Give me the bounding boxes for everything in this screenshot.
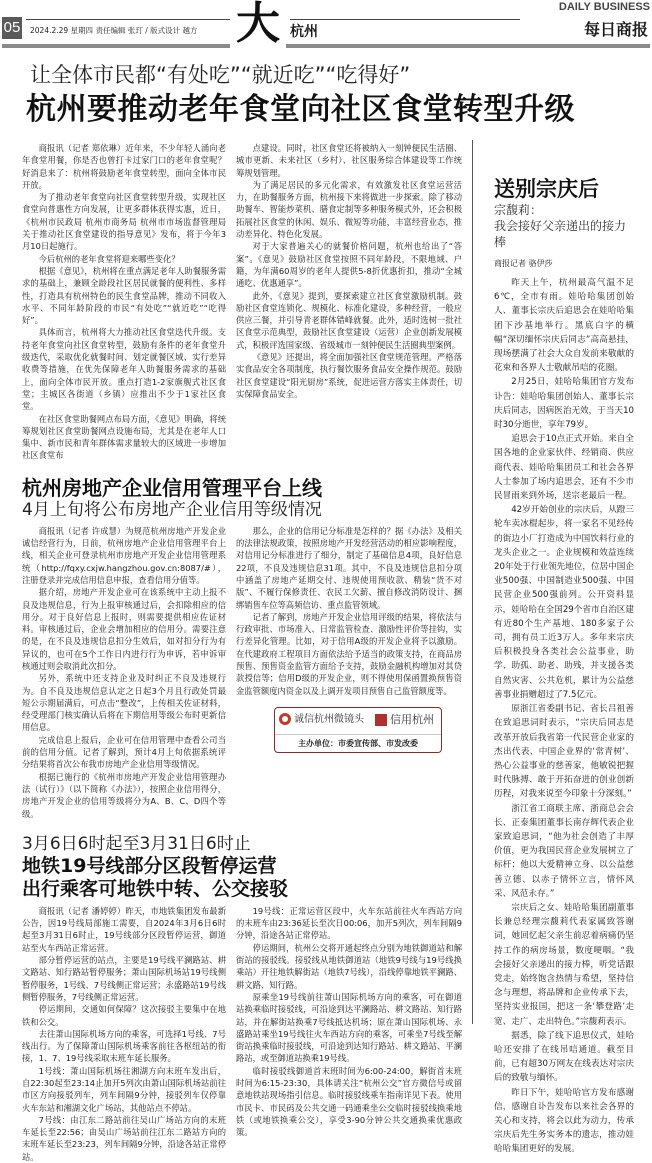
paragraph: 浙江省工商联主席、浙商总会会长、正泰集团董事长南存辉代表企业家致追思词，“他为社会创造了丰厚价值，更为我国民营企业发展树立了标杆；他以大爱精神立身、以公益慈善立德、以赤子情怀立言，情怀风采、风范永存。” (494, 803, 634, 899)
sidebar (494, 176, 634, 1157)
paragraph: 另外，系统中还支持企业及时纠正不良及违规行为。自不良及违规信息认定之日起3个月且行政处罚最短公示期届满后，可点击“整改”，上传相关佐证材料，经受理部门核实确认后将在下期信用等级公布时更新信用信息。 (22, 673, 226, 733)
masthead-bar-left (2, 44, 230, 48)
section-name: 杭州 (290, 24, 318, 40)
metro-column-1 (22, 905, 226, 1163)
paragraph: 2月25日，娃哈哈集团官方发布讣告：娃哈哈集团创始人、董事长宗庆后同志，因病医治无效，于当天10时30分逝世，享年79岁。 (494, 377, 634, 431)
credit-hangzhou-ad (274, 707, 442, 753)
paragraph: 追思会于10点正式开始。来自全国各地的企业家伙伴、经销商、供应商代表、娃哈哈集团员工和社会各界人士参加了场内追思会，还有不少市民冒雨来到外场，送宗老最后一程。 (494, 434, 634, 502)
main-stories (22, 142, 462, 1163)
housing-story (22, 476, 462, 820)
paragraph: 昨日下午，娃哈哈官方发布感谢信，感谢自讣告发布以来社会各界的关心和支持，将会以此为动力，传承宗庆后先生务实务本的遗志，推动娃哈哈集团更好的发展。 (494, 1087, 634, 1155)
paragraph: 据介绍，房地产开发企业可在该系统中主动上报不良及违规信息，行为上报审核通过后，会扣除相应的信用分。对于良好信息上报时，则需要提供相应佐证材料。审核通过后，企业会增加相应的信用分。需要注意的是，在不良及违规信息扣分生效后，如对扣分行为有异议的，也可在5个工作日内进行行为申诉，若申诉审核通过则会取消此次扣分。 (22, 587, 226, 671)
paragraph: 昨天上午，杭州最高气温不足6℃，全市有雨。娃哈哈集团创始人、董事长宗庆后追思会在娃哈哈集团下沙基地举行。黑底白字的横幅“深切缅怀宗庆后同志”高高悬挂，现场摆满了社会大众自发前来敬献的花束和各界人士敬献吊唁的花圈。 (494, 278, 634, 374)
metro-kicker: 3月6日6时起至3月31日6时止 (22, 833, 251, 854)
housing-column-2-wrap (236, 525, 462, 753)
metro-headline-1: 地铁19号线部分区段暂停运营 (22, 854, 277, 877)
lead-kicker: 让全体市民都“有处吃”“就近吃”“吃得好” (30, 63, 411, 87)
masthead-rule-left (26, 19, 230, 20)
paragraph: 1号线：萧山国际机场往湘湖方向末班车发出后，自22:30起至23:14止加开5列次由萧山国际机场站前往市区方向接驳列车，列车间隔9分钟，接驳列车仅停靠火车东站和湘湖文化广场站，其他站点不停站。 (22, 1065, 226, 1113)
paragraph: 《意见》还提出，将全面加强社区食堂规范管理。严格落实食品安全各项制度，执行餐饮服务食品安全操作规范。鼓励社区食堂建设“阳光厨房”系统，促进运营方落实主体责任，切实保障食品安全。 (236, 352, 462, 399)
masthead-bar-right (286, 44, 650, 48)
paragraph: 根据《意见》，杭州将在重点满足老年人助餐服务需求的基础上，兼顾全龄段社区居民就餐的便利性、多样性，打造具有杭州特色的民生食堂品牌，推动不同收入水平、不同年龄阶段的市民“有处吃”“就近吃”“吃得好”。 (22, 265, 226, 326)
sidebar-subhead: 我会接好父亲递出的接力棒 (494, 219, 627, 249)
housing-subhead: 4月上旬将公布房地产企业信用等级情况 (22, 499, 322, 520)
paragraph: 据悉，除了线下追思仪式，娃哈哈还安排了在线吊唁通道。截至目前，已有超30万网友在线表达对宗庆后的致敬与缅怀。 (494, 1030, 634, 1084)
paragraph: 对于大家普遍关心的就餐价格问题，杭州也给出了“答案”。《意见》鼓励社区食堂按照不同年龄段，不限地域、户籍，为年满60周岁的老年人提供5-8折优惠折扣，推动“全城通吃、优惠通享”。 (236, 241, 462, 289)
paragraph: 19号线：正常运营区段中，火车东站前往火车西站方向的末班车由23:36延长至次日00:06，加开5列次，列车间隔9分钟，沿途各站正常停站。 (236, 905, 462, 941)
paragraph: 42岁开始创业的宗庆后，从蹬三轮车卖冰棍起步，将一家名不见经传的街边小厂打造成为中国饮料行业的龙头企业之一。企业规模和效益连续20年处于行业领先地位，位居中国企业500强、中国制造业500强、中国民营企业500强前列。公开资料显示，娃哈哈在全国29个省市自治区建有近80个生产基地、180多家子公司，拥有员工近3万人。多年来宗庆后积极投身各类社会公益事业，助学、助孤、助老、助残，并支援各类自然灾害、公共危机，累计为公益慈善事业捐赠超过了7.5亿元。 (494, 505, 634, 700)
sidebar-body (494, 276, 634, 1157)
credit-logo-icon (375, 714, 387, 726)
ad-logo1-text: 诚信杭州微镜头 (294, 713, 364, 725)
metro-headline-2: 出行乘客可地铁中转、公交接驳 (22, 877, 289, 900)
sidebar-byline: 商报记者 骆伊莎 (494, 259, 553, 268)
paragraph: 在社区食堂助餐网点布局方面，《意见》明确，将统筹规划社区食堂助餐网点设施布局，尤其是在老年人口集中、新市民和青年群体需求量较大的区域进一步增加社区食堂布 (22, 413, 226, 461)
paragraph: 那么，企业的信用记分标准是怎样的？据《办法》及相关的法律法规政策，按照房地产开发经营活动的相应影响程度，对信用记分标准进行了细分，制定了基础信息4项，良好信息22项，不良及违规信息31项。其中，不良及违规信息扣分项中涵盖了房地产延期交付、违规使用预收款、精装“货不对版”、不履行保修责任、农民工欠薪、擅自修改消防设计、捆绑销售车位等高频信访、重点监管领域。 (236, 525, 462, 610)
lead-column-2 (236, 142, 462, 400)
paragraph: 商报讯（记者 郑依琳）近年来，不少年轻人涌向老年食堂用餐，你是否也曾打卡过家门口的老年食堂呢？好消息来了：杭州将鼓励老年食堂转型，面向全体市民开放。 (22, 143, 226, 190)
paragraph: 为了满足居民的多元化需求，有效激发社区食堂运营活力，在助餐服务方面，杭州接下来将做进一步探索。除了移动助餐车、智能炒菜机、膳食定制等多种服务模式外，还会积极拓展社区食堂的休闲、娱乐、微短等功能，丰富经营业态，推动差异化、特色化发展。 (236, 179, 462, 240)
paragraph: 具体而言，杭州将大力推动社区食堂迭代升级。支持老年食堂向社区食堂转型，鼓励有条件的老年食堂升级迭代，采取优化就餐时间、划定就餐区域、实行差异收费等措施，在优先保障老年人助餐服务需求的基础上，面向全体市民开放。重点打造1-2家旗舰式社区食堂；主城区各街道（乡镇）应推出不少于1家社区食堂。 (22, 327, 226, 412)
paragraph: 原浙江省委副书记、省长吕祖善在致追思词时表示，“宗庆后同志是改革开放后我省第一代民营企业家的杰出代表、中国企业界的‘常青树’、热心公益事业的慈善家，他敏锐把握时代脉搏、敢于开拓奋进的创业创新历程，对我来说至今印象十分深刻。” (494, 704, 634, 800)
paragraph: 停运期间，杭州公交将开通起终点分别为地铁御道站和解街站的接驳线。接驳线从地铁御道站（地铁9号线与19号线换乘站）开往地铁解街站（地铁7号线），沿线停靠地铁平澜路、耕文路、知行路。 (236, 942, 462, 990)
paragraph: 今后杭州的老年食堂将迎来哪些变化？ (38, 253, 180, 264)
brand-chinese: 每日商报 (583, 20, 648, 39)
paragraph: 记者了解到，房地产开发企业信用评级的结果，将依法与行政审批、市场准入、日常监管检查、激励性评价等挂钩，实行差异化管理。比如，对于信用A级的开发企业将予以激励。在代建政府工程项目方面依法给予适当的政策支持，在商品房预售、预售资金监管方面给予支持，鼓励金融机构增加对其贷款授信等；信用D级的开发企业，则不得使用保函置换预售资金监管额度内资金以及上调开发项目预售自己监管额度等。 (236, 611, 462, 696)
ad-host: 主办单位：市委宣传部、市发改委 (275, 734, 441, 750)
paragraph: 根据已施行的《杭州市房地产开发企业信用管理办法（试行）》（以下简称《办法》），按照企业信用得分，房地产开发企业的信用等级将分为A、B、C、D四个等级。 (22, 771, 226, 819)
paragraph: 停运期间，交通如何保障？这次接驳主要集中在地铁和公交。 (22, 1004, 226, 1027)
sidebar-headline: 送别宗庆后 (494, 177, 599, 201)
camera-ring-icon (279, 713, 291, 725)
paragraph: 7号线：由江东二路站前往吴山广场站方向的末班车延长至22:56；由吴山广场站前往江东二路站方向的末班车延长至23:23，列车间隔9分钟，沿途各站正常停站。 (22, 1114, 226, 1162)
lead-column-1 (22, 142, 226, 462)
paragraph: 去往萧山国际机场方向的乘客，可选择1号线、7号线出行。为了保障萧山国际机场乘客前往各枢纽站的衔接，1、7、19号线采取末班车延长服务。 (22, 1028, 226, 1064)
housing-headline: 杭州房地产企业信用管理平台上线 (22, 475, 322, 500)
metro-column-2 (236, 905, 462, 1139)
ad-logo-xinyong (375, 713, 434, 726)
masthead-rule-right (290, 19, 520, 20)
brand-english: DAILY BUSINESS (558, 1, 650, 13)
dateline: 2024.2.29 星期四 责任编辑 张玎 / 版式设计 越方 (30, 26, 198, 35)
paragraph: 为了推动老年食堂向社区食堂转型升级，实现社区食堂向普惠性方向发展，让更多群体获得实惠，近日，《杭州市民政局 杭州市商务局 杭州市市场监督管理局关于推动社区食堂建设的指导意见》发布，将于今年3月10日起施行。 (22, 192, 226, 252)
column-divider (472, 140, 473, 1024)
paragraph: 部分暂停运营的站点，主要是19号线平澜路站、耕文路站、知行路站暂停服务；萧山国际机场站19号线侧暂停服务，1号线、7号线侧正常运营；永盛路站19号线侧暂停服务，7号线侧正常运营。 (22, 955, 226, 1002)
section-logo: 大 (236, 0, 280, 49)
lead-story (22, 142, 462, 462)
metro-story (22, 834, 462, 1163)
paragraph: 原乘坐19号线前往萧山国际机场方向的乘客，可在御道站换乘临时接驳线，可沿途到达平澜路站、耕文路站、知行路站，并在解街站换乘7号线抵达机场；原在萧山国际机场、永盛路站乘坐19号线往火车西站方向的乘客，可乘坐7号线至解街站换乘临时接驳线，可沿途到达知行路站、耕文路站、平澜路站，或至御道站换乘19号线。 (236, 991, 462, 1064)
ad-logo2-text: 信用杭州 (390, 712, 434, 726)
paragraph: 完成信息上报后，企业可在信用管理中查看公司当前的信用分值。记者了解到，预计4月上旬依据系统评分结果将首次公布我市房地产企业信用等级情况。 (22, 734, 226, 770)
sidebar-speaker: 宗馥莉： (494, 203, 543, 217)
paragraph: 商报讯（记者 潘婷婷）昨天，市地铁集团发布最新公告，因19号线局部施工需要，自2024年3月6日6时起至3月31日6时止，19号线部分区段暂停运营，御道站至火车西站正常运营。 (22, 905, 226, 953)
lead-headline: 杭州要推动老年食堂向社区食堂转型升级 (26, 92, 575, 127)
paragraph: 商报讯（记者 许成慧）为规范杭州房地产开发企业诚信经营行为，日前，杭州房地产企业信用管理平台上线，相关企业可登录杭州市房地产开发企业信用管理系统（http://fqxy.cxjw.hangzhou.gov.cn:8087/#），注册登录并完成信用信息申报，查看信用分值等。 (22, 525, 226, 585)
paragraph: 点建设。同时，社区食堂还将被纳入一刻钟便民生活圈、城市更新、未来社区（乡村）、社区服务综合体建设等工作统筹规划管理。 (236, 143, 462, 178)
housing-column-2 (236, 525, 462, 697)
paragraph: 宗庆后之女、娃哈哈集团副董事长兼总经理宗馥莉代表家属致答谢词，她回忆起父亲生前忍着病痛仍坚持工作的病房场景，数度哽咽。“我会接好父亲递出的接力棒，听党话跟党走，始终饱含热情与希望，坚持信念与理想，将品牌和企业传承下去，坚持实业报国，把这一条‘攀登路’走宽、走广、走出特色。”宗馥莉表示。 (494, 902, 634, 1027)
paragraph: 临时接驳线御道首末班时间为6:00-24:00，解街首末班时间为6:15-23:30，具体请关注“杭州公交”官方微信号或留意地铁站现场指引信息。临时接驳线乘车指南详见下表。使用市民卡、市民码及公共交通一码通乘坐公交临时接驳线换乘地铁（或地铁换乘公交），享受3-90分钟公共交通换乘优惠政策。 (236, 1065, 462, 1138)
housing-column-1 (22, 525, 226, 820)
paragraph: 此外，《意见》提到，要探索建立社区食堂激励机制。鼓励社区食堂连锁化、规模化、标准化建设，多种经营，一般应供应三餐，并引导青老群体错峰就餐。此外，适时选树一批社区食堂示范典型，鼓励社区食堂建设（运营）企业创新发展模式，积极评选国家级、省级城市一刻钟便民生活圈典型案例。 (236, 290, 462, 350)
page-number: 05 (2, 17, 22, 39)
ad-logo-chengxin (279, 713, 364, 726)
